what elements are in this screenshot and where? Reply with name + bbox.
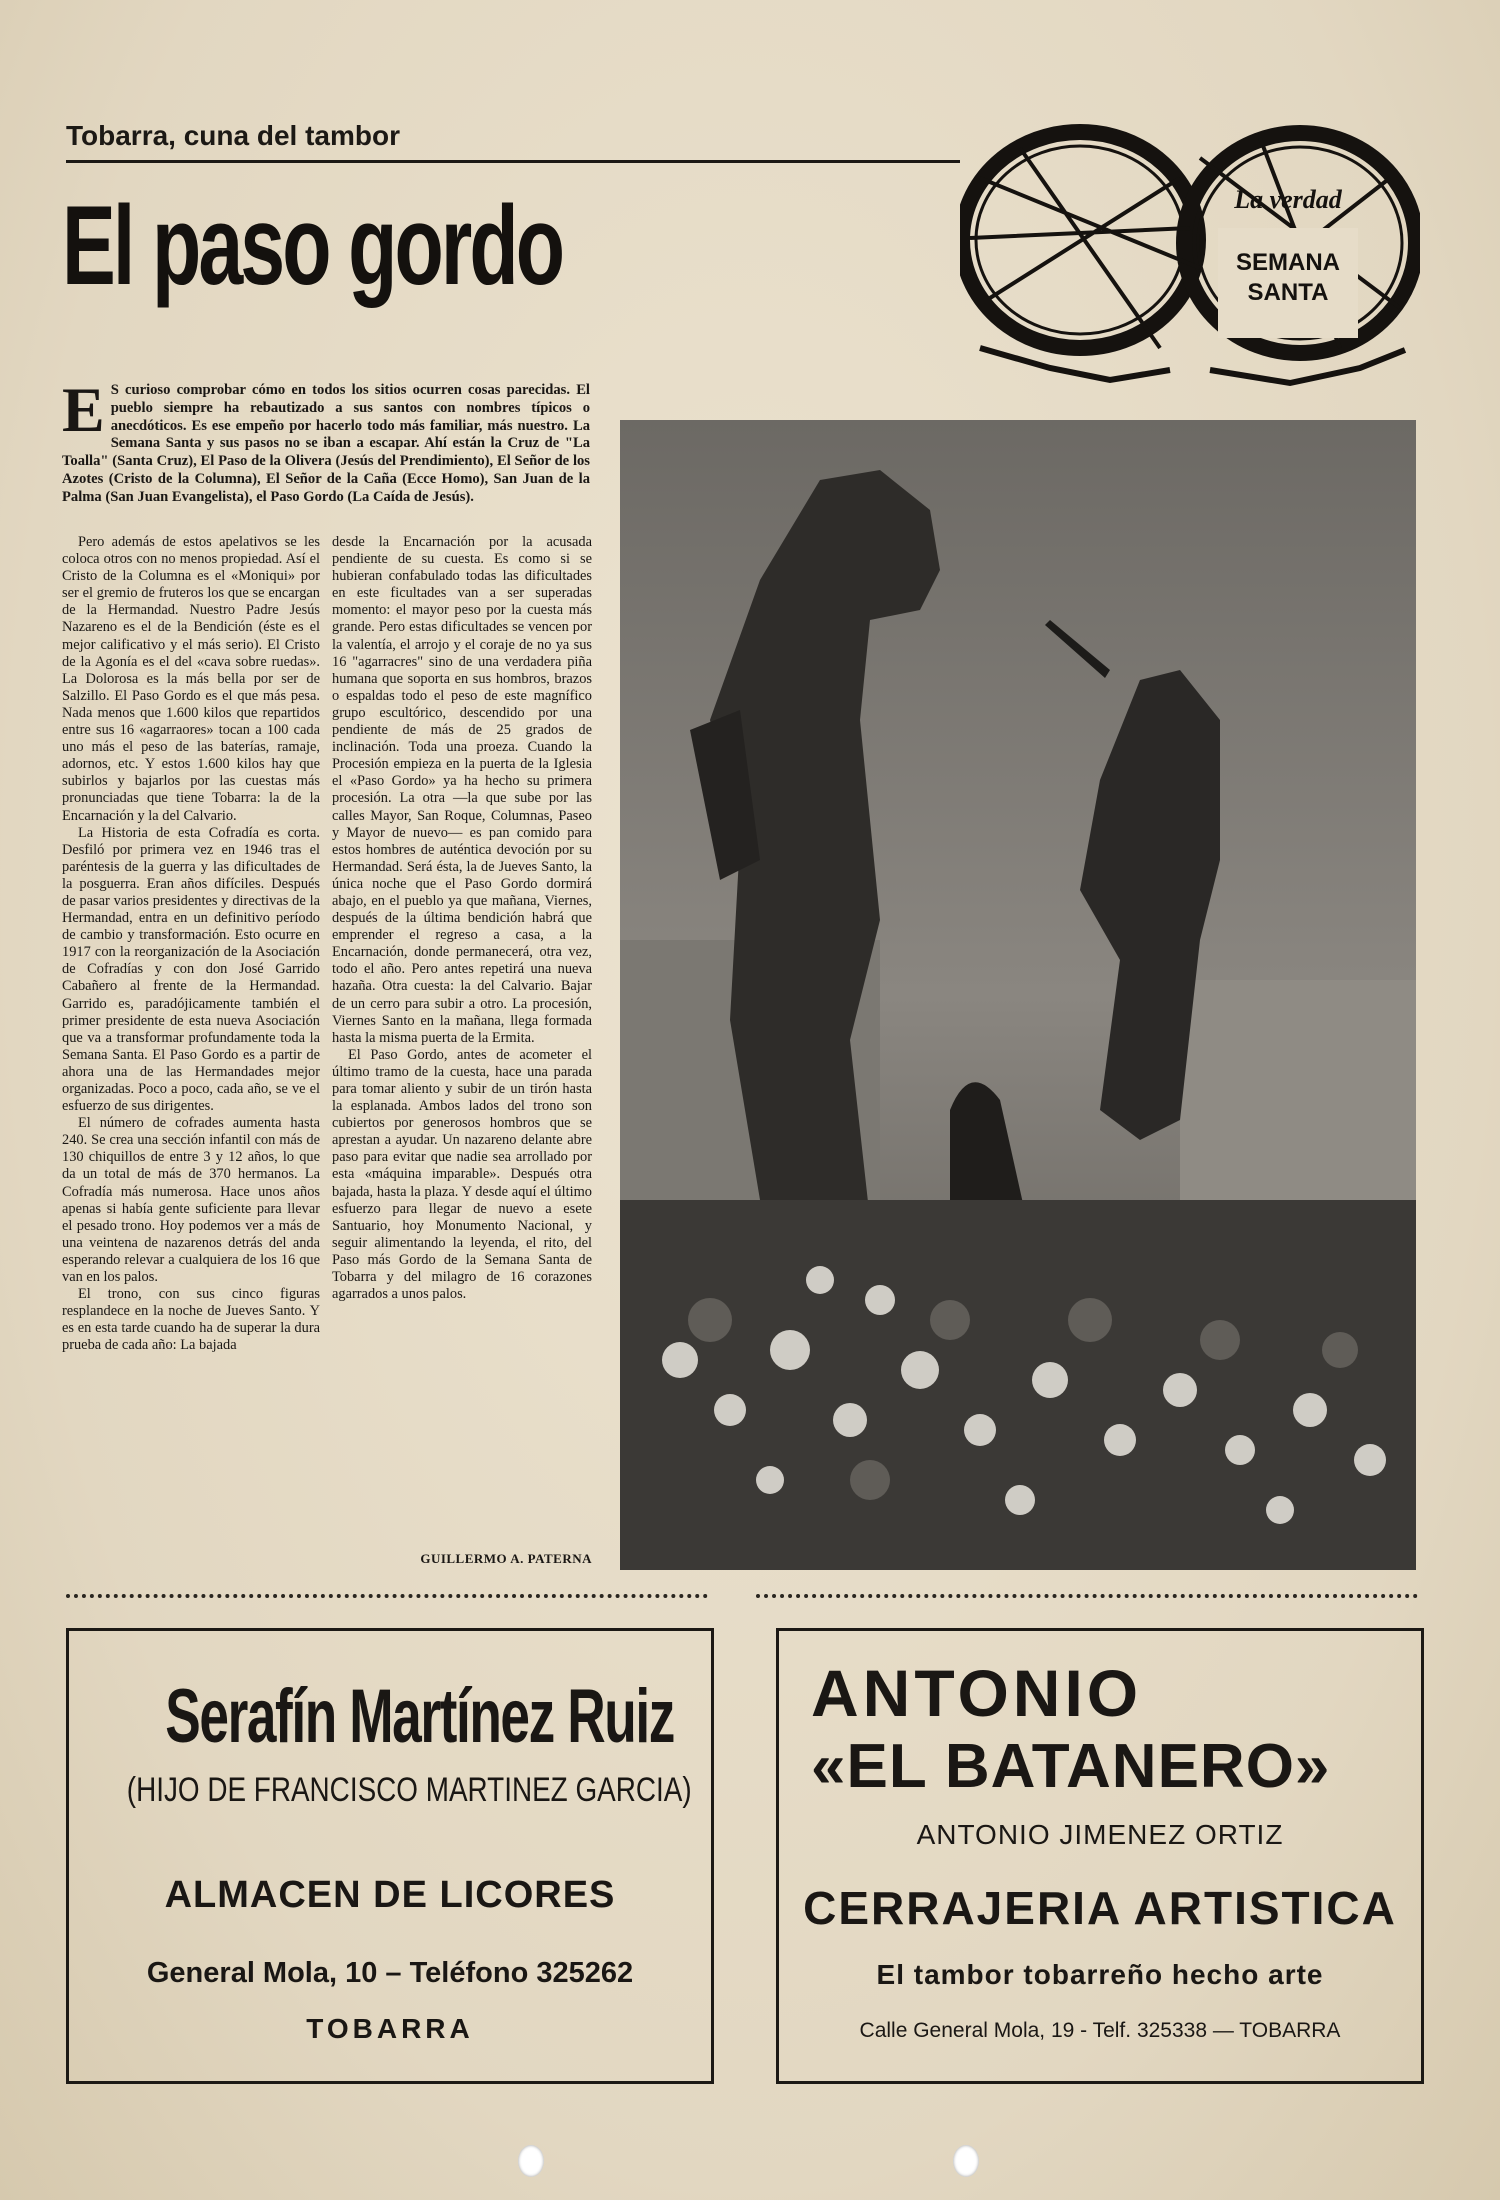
logo-line2: SANTA bbox=[1247, 279, 1329, 306]
logo-brand: La verdad bbox=[1234, 185, 1342, 214]
separator-left bbox=[66, 1594, 708, 1598]
binder-hole bbox=[953, 2145, 979, 2177]
separator-right bbox=[756, 1594, 1418, 1598]
paragraph: La Historia de esta Cofradía es corta. Desfiló por primera vez en 1946 tras el paréntesis de la guerra y las dificultades de la posguerra. Eran años difíciles. Después de pasar varios presidentes y directivas de la Hermandad, entra en un definitivo período de cambio y transformación. Esto ocurre en 1917 con la reorganización de la Asociación de Cofradías y con don José Garrido Cabañero al frente de la Hermandad. Garrido es, paradójicamente también el primer presidente de esta nueva Asociación que va a transformar profundamente toda la Semana Santa. El Paso Gordo es a partir de ahora una de las Hermandades mejor organizadas. Poco a poco, cada año, se ve el esfuerzo de sus dirigentes. bbox=[62, 824, 320, 1115]
binder-hole bbox=[518, 2145, 544, 2177]
kicker-rule bbox=[66, 160, 960, 163]
ad-business: CERRAJERIA ARTISTICA bbox=[803, 1882, 1397, 1934]
ad-line1: ANTONIO bbox=[811, 1656, 1143, 1730]
ad-serafin-martinez bbox=[66, 1628, 714, 2084]
byline: GUILLERMO A. PATERNA bbox=[420, 1551, 592, 1566]
procession-photo bbox=[620, 420, 1416, 1570]
ad-line2: «EL BATANERO» bbox=[811, 1732, 1331, 1801]
ad-business: ALMACEN DE LICORES bbox=[164, 1874, 616, 1916]
ad-el-batanero bbox=[776, 1628, 1424, 2084]
article-column-2 bbox=[332, 534, 592, 1303]
paragraph: El trono, con sus cinco figuras resplandece en la noche de Jueves Santo. Y es en esta tarde cuando ha de superar la dura prueba de cada año: La bajada bbox=[62, 1286, 320, 1354]
paragraph: El número de cofrades aumenta hasta 240. Se crea una sección infantil con más de 130 chiquillos de entre 3 y 12 años, lo que da un total de más de 370 hermanos. La Cofradía más numerosa. Hace unos años apenas si había gente suficiente para llevar el pesado trono. Hoy podemos ver a más de una veintena de nazarenos detrás del anda esperando relevar a cualquiera de los 16 que van en los palos. bbox=[62, 1115, 320, 1286]
paragraph: desde la Encarnación por la acusada pendiente de su cuesta. Es como si se hubieran confabulado todas las dificultades en este ficultades van a ser superadas momento: el mayor peso por la cuesta más grande. Pero estas dificultades se vencen por la valentía, el arrojo y el coraje de no ya sus 16 "agarracres" sino de una verdadera piña humana que soporta en sus hombros, brazos o espaldas todo el peso de este magnífico grupo escultórico, descendido por una pendiente de más de 25 grados de inclinación. Toda una proeza. Cuando la Procesión empieza en la puerta de la Iglesia el «Paso Gordo» ya ha hecho su primera procesión. La otra —la que sube por las calles Mayor, San Roque, Columnas, Paseo y Mayor de nuevo— es pan comido para estos hombres de auténtica devoción por su Hermandad. Será ésta, la de Jueves Santo, la única noche que el Paso Gordo dormirá abajo, en el pueblo ya que mañana, Viernes, después de la última bendición habrá que emprender el regreso a casa, a la Encarnación, donde permanecerá, otra vez, todo el año. Pero antes repetirá una nueva hazaña. Otra cuesta: la del Calvario. Bajar de un cerro para subir a otro. La procesión, Viernes Santo en la mañana, llega formada hasta la misma puerta de la Ermita. bbox=[332, 534, 592, 1046]
ad-slogan: El tambor tobarreño hecho arte bbox=[876, 1959, 1324, 1990]
paragraph: El Paso Gordo, antes de acometer el último tramo de la cuesta, hace una parada para tomar aliento y subir de un tirón hasta la esplanada. Ambos lados del trono son cubiertos por generosos hombros que se aprestan a ayudar. Un nazareno delante abre paso para evitar que nadie sea arrollado por esta «máquina imparable». Después otra bajada, hasta la plaza. Y desde aquí el último esfuerzo para llegar de nuevo a esete Santuario, hoy Monumento Nacional, y seguir alimentando la leyenda, el rito, del Paso más Gordo de la Semana Santa de Tobarra y del milagro de 16 corazones agarrados a unos palos. bbox=[332, 1046, 592, 1303]
ad-subtitle: (HIJO DE FRANCISCO MARTINEZ GARCIA) bbox=[126, 1771, 692, 1809]
ad-address: General Mola, 10 – Teléfono 325262 bbox=[146, 1957, 634, 1989]
headline: El paso gordo bbox=[62, 183, 563, 308]
lead-text: S curioso comprobar cómo en todos los sitios ocurren cosas parecidas. El pueblo siempre ha rebautizado a sus santos con nombres típicos o anecdóticos. Es ese empeño por hacerlo todo más familiar, más nuestro. La Semana Santa y sus pasos no se iban a escapar. Ahí están la Cruz de "La Toalla" (Santa Cruz), El Paso de la Olivera (Jesús del Prendimiento), El Señor de los Azotes (Cristo de la Columna), El Señor de la Caña (Ecce Homo), San Juan de la Palma (San Juan Evangelista), el Paso Gordo (La Caída de Jesús). bbox=[62, 382, 590, 505]
section-kicker: Tobarra, cuna del tambor bbox=[66, 120, 400, 151]
logo-line1: SEMANA bbox=[1235, 249, 1341, 276]
ad-town: TOBARRA bbox=[306, 2013, 474, 2044]
article-column-1 bbox=[62, 534, 320, 1355]
ad-name: Serafín Martínez Ruiz bbox=[165, 1674, 674, 1759]
ad-owner: ANTONIO JIMENEZ ORTIZ bbox=[916, 1819, 1284, 1850]
dropcap: E bbox=[62, 374, 105, 445]
drum-logo-icon bbox=[960, 118, 1420, 388]
ad-address: Calle General Mola, 19 - Telf. 325338 — TOBARRA bbox=[859, 2019, 1341, 2042]
paragraph: Pero además de estos apelativos se les coloca otros con no menos propiedad. Así el Cristo de la Columna es el «Moniqui» por ser el gremio de fruteros los que se encargan de la Hermandad. Nuestro Padre Jesús Nazareno es el de la Bendición (éste es el mejor calificativo y el más serio). El Cristo de la Agonía es el del «cava sobre ruedas». La Dolorosa es la más bella por ser de Salzillo. El Paso Gordo es el que más pesa. Nada menos que 1.600 kilos que repartidos entre sus 16 «agarraores» tocan a 100 cada uno más el peso de las baterías, ramaje, adornos, etc. Y estos 1.600 kilos hay que subirlos y bajarlos por las cuestas más pronunciadas que tiene Tobarra: la de la Encarnación y la del Calvario. bbox=[62, 534, 320, 824]
article-lead bbox=[62, 374, 590, 507]
